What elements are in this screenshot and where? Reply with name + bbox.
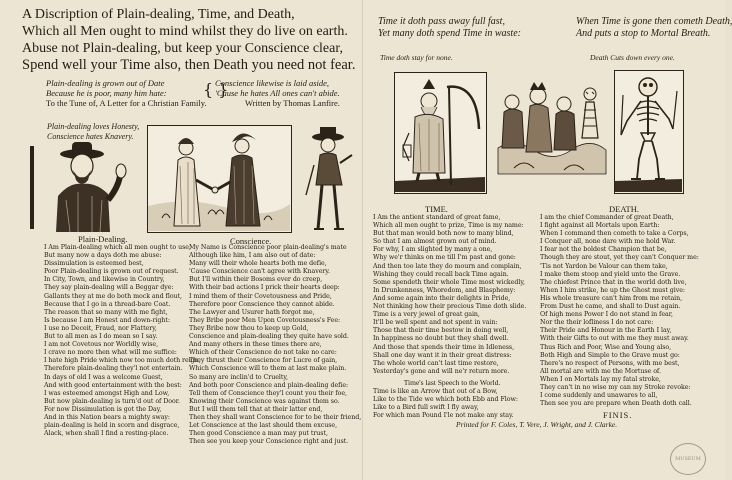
verse-line: So many are inclin'd to Cruelty, [189, 373, 288, 381]
verse-line: I crave no more then what will me suffice: [44, 349, 177, 357]
finis: FINIS. [603, 410, 633, 420]
verse-line: Then good Conscience a man may put trust, [189, 430, 328, 438]
subtitle-left [46, 78, 206, 98]
verse-line: Knowing their Conscience was against them so. [189, 397, 340, 405]
verse-line: In days of old I was a welcome Guest, [44, 373, 163, 381]
death-motto: Death Cuts down every one. [590, 53, 675, 62]
verse-line: When I him strike, he up the Ghost must give: [540, 286, 685, 294]
verse-line: My Name is Conscience poor plain-dealing's mate [189, 244, 347, 251]
brace-glyph: { } [203, 80, 229, 99]
verse-line: For why, I am slighted by many a one, [373, 246, 493, 254]
title-line-1: A Discription of Plain-dealing, Time, and Death, [22, 7, 295, 22]
verse-line: In happiness no doubt but they shall dwell. [373, 335, 509, 343]
title-block [22, 6, 362, 74]
handshake-woodcut [147, 125, 292, 233]
verse-line: I am not Covetous nor Worldly wise, [44, 341, 159, 349]
verse-line: Time is a very jewel of great gain, [373, 311, 480, 319]
writer-line: Written by Thomas Lanfire. [245, 98, 340, 108]
verse-line: All mortal are with me the Mortuse of. [540, 367, 661, 375]
right-title-left [378, 16, 521, 40]
subtitle-right-2: 'Cause he hates All ones can't abide. [215, 88, 340, 98]
verse-line: They can't in no wise my can my Stroke revoke: [540, 383, 691, 391]
verse-line: The whole world can't last time restore, [373, 359, 499, 367]
verse-line: I Am the antient standard of great fame, [373, 214, 501, 221]
subtitle-left-1: Plain-dealing is grown out of Date [46, 78, 165, 88]
verse-line: In Drunkenness, Whoredom, and Blasphemy: [373, 286, 516, 294]
verse-line: His whole treasure can't him from me retain, [540, 294, 683, 302]
plain-dealing-woodcut [48, 140, 140, 232]
verse-line: Is because I am Honest and down-right: [44, 316, 170, 324]
verse-line: Which of their Conscience do not take no care: [189, 349, 337, 357]
verse-line: Yesterday's gone and will ne'r return more. [373, 367, 510, 375]
verse-line: But I will them tell that at their latter end, [189, 405, 323, 413]
verse-line: But that man would both now to many blind, [373, 230, 514, 238]
title-line-4: Spend well your Time also, then Death you need not fear. [22, 57, 356, 73]
verse-line: 'Cause Conscience can't agree with Knavery. [189, 268, 331, 276]
verse-line: They thrust their Conscience for Lucre of gain, [189, 357, 338, 365]
verse-line: In City, Town, and likewise in Country, [44, 276, 165, 284]
caption-death: DEATH. [609, 204, 639, 214]
handshake-scene-icon [148, 126, 290, 231]
verse-line: I am the chief Commander of great Death, [540, 214, 674, 221]
verse-line: Because that I go in a thread-bare Coat. [44, 300, 171, 308]
right-title-line-4: And puts a stop to Mortal Breath. [576, 28, 711, 39]
verse-line: Alack, when shall I find a resting-place. [44, 430, 169, 438]
verse-line: Then they shall want Conscience for to be their friend, [189, 413, 362, 421]
death-crowd-icon [494, 78, 608, 174]
verse-line: Then see you are prepare when Death doth call. [540, 400, 692, 408]
death-verses [540, 214, 708, 408]
verse-line: I make them stoop and yield unto the Grave. [540, 270, 681, 278]
verse-line: For now Dissimulation is got the Day, [44, 405, 162, 413]
verse-line: Both High and Simple to the Grave must go: [540, 351, 680, 359]
verse-line: Nor the their lofliness I do not care: [540, 319, 654, 327]
time-speech-lines [373, 388, 531, 420]
title-line-2: Which all Men ought to mind whilst they do live on earth. [22, 24, 348, 39]
verse-line: And those that spends their time in Idleness, [373, 343, 515, 351]
subtitle-right [215, 78, 375, 98]
printer-line: Printed for F. Coles, T. Vere, J. Wright, and J. Clarke. [456, 420, 618, 429]
verse-line: Why we'r thinks on me till I'm past and gone: [373, 254, 516, 262]
verse-line: I use no Deceit, Fraud, nor Flattery, [44, 324, 157, 332]
verse-line: And both poor Conscience and plain-dealing defie: [189, 381, 349, 389]
verse-line: And in this Nation bears a mighty sway: [44, 413, 170, 421]
verse-line: Dissimulation is esteemed best, [44, 260, 144, 268]
plain-dealing-verses [44, 244, 201, 438]
verse-line: For which man Pound I'le not make any stay. [373, 412, 514, 420]
verse-line: And some again into their delights in Pride, [373, 294, 511, 302]
verse-line: Many will their whole hearts both me defie, [189, 260, 327, 268]
verse-line: The reason that so many with me fight, [44, 308, 168, 316]
motto-line-1: Plain-dealing loves Honesty, [47, 122, 140, 131]
verse-line: I Conquer all, none dare with me hold War. [540, 238, 676, 246]
verse-line: Then see you keep your Conscience right and just. [189, 438, 349, 446]
verse-line: Therefore poor Conscience they cannot abide. [189, 300, 335, 308]
verse-line: Which Conscience will to them at last make plain. [189, 365, 347, 373]
verse-line: Gallants they at me do both mock and flout, [44, 292, 182, 300]
skeleton-icon [615, 71, 682, 192]
verse-line: Their Pride and Honour in the Earth I lay, [540, 327, 672, 335]
verse-line: Tell them of Conscience they'l count you their foe, [189, 389, 347, 397]
tune-line: To the Tune of, A Letter for a Christian Family. [46, 98, 207, 108]
father-time-icon [395, 73, 485, 192]
verse-line: And with good entertainment with the best: [44, 381, 182, 389]
verse-line: Conscience and plain-dealing they quite have sold. [189, 333, 349, 341]
verse-line: Shall one day want it in their great distress: [373, 351, 512, 359]
verse-line: With their Gifts to out with me they must away. [540, 335, 689, 343]
verse-line: Though they are stout, yet they can't Conquer me: [540, 254, 699, 262]
verse-line: plain-dealing is held in scorn and disgrace, [44, 422, 180, 430]
right-title-right [576, 16, 732, 40]
verse-line: I mind them of their Covetousness and Pride, [189, 292, 332, 300]
right-title-line-3: When Time is gone then cometh Death, [576, 16, 732, 27]
verse-line: They Bribe now thou to keep up Gold, [189, 324, 309, 332]
verse-line: It'll be well spent and not spent in vain: [373, 319, 498, 327]
staff-ornament [30, 146, 34, 229]
motto [47, 122, 139, 142]
verse-line: And many others in these times there are, [189, 341, 322, 349]
conscience-verses [189, 244, 361, 446]
verse-line: I Am Plain-dealing which all men ought to use, [44, 244, 191, 251]
verse-line: I fight against all Mortals upon Earth: [540, 222, 660, 230]
verse-line: I hate high Pride which now too much doth reign, [44, 357, 201, 365]
verse-line: Therefore plain-dealing they'l not entertain. [44, 365, 183, 373]
verse-line: Although like him, I am also out of date: [189, 252, 316, 260]
verse-line: There's no respect of Persons, with me best, [540, 359, 680, 367]
verse-line: And then too late they do mourn and complain, [373, 262, 522, 270]
verse-line: Not thinking how their precious Time doth slide. [373, 303, 527, 311]
verse-line: They Bribe poor Men Upon Covetousness's Fee: [189, 316, 341, 324]
verse-line: Of high mens Power I do not stand in fear, [540, 311, 673, 319]
verse-line: 'Tis not Yardon be Valour can them take, [540, 262, 668, 270]
verse-line: The chiefest Prince that in the world doth live, [540, 278, 687, 286]
verse-line: Time is like an Arrow that out of a Bow, [373, 388, 498, 395]
verse-line: Some spendeth their whole Time most wickedly, [373, 278, 525, 286]
caption-conscience: Conscience. [230, 236, 272, 246]
library-stamp: MUSEUM [670, 443, 706, 475]
verse-line: The Lawyer and Usurer hath forgot me, [189, 308, 315, 316]
caption-time: TIME. [425, 204, 448, 214]
verse-line: When I on Mortals lay my fatal stroke, [540, 375, 661, 383]
time-verses [373, 214, 531, 376]
page-fold [362, 0, 363, 480]
gentleman-figure-icon [300, 125, 358, 233]
motto-line-2: Conscience hates Knavery. [47, 132, 134, 141]
caption-plain-dealing: Plain-Dealing. [78, 234, 128, 244]
verse-line: Let Conscience at the last should them excuse, [189, 422, 338, 430]
plain-dealing-figure-icon [48, 140, 140, 232]
verse-line: I was esteemed amongst High and Low, [44, 389, 170, 397]
verse-line: But I'll within their Bosoms ever do creep, [189, 276, 323, 284]
verse-line: Which all men ought to prize, Time is my name: [373, 222, 524, 230]
right-title-line-2: Yet many doth spend Time in waste: [378, 28, 521, 39]
verse-line: Like to a Bird full swift I fly away, [373, 404, 479, 412]
time-woodcut [394, 72, 487, 194]
verse-line: So that I am almost grown out of mind. [373, 238, 497, 246]
verse-line: Like to the Tide we which both Ebb and Flow: [373, 396, 518, 404]
verse-line: Those that their time bestow in doing well, [373, 327, 509, 335]
time-speech [373, 378, 531, 420]
title-line-3: Abuse not Plain-dealing, but keep your Conscience clear, [22, 41, 343, 56]
verse-line: I come suddenly and unawares to all, [540, 392, 658, 400]
subtitle-left-2: Because he is poor, many him hate: [46, 88, 167, 98]
verse-line: From Dust he came, and shall to Dust again. [540, 303, 681, 311]
verse-line: Wishing they could recall back Time again. [373, 270, 509, 278]
verse-line: Thus Rich and Poor, Wise and Young also, [540, 343, 672, 351]
death-woodcut [614, 70, 684, 194]
time-motto: Time doth stay for none. [380, 53, 453, 62]
time-speech-heading: Time's last Speech to the World. [403, 378, 501, 387]
verse-line: I fear not the boldest Champion that be, [540, 246, 667, 254]
verse-line: Poor Plain-dealing is grown out of request. [44, 268, 179, 276]
verse-line: But many now a days doth me abuse: [44, 252, 162, 260]
verse-line: But now plain-dealing is turn'd out of Door. [44, 397, 180, 405]
verse-line: With their bad actions I prick their hearts deep: [189, 284, 340, 292]
gentleman-woodcut [300, 125, 358, 233]
verse-line: When I command then cometh to take a Corps, [540, 230, 689, 238]
death-riders-woodcut [494, 78, 608, 174]
verse-line: But to all men as I do mean so I say. [44, 333, 158, 341]
right-title-line-1: Time it doth pass away full fast, [378, 16, 505, 27]
verse-line: They say plain-dealing will a Beggar dye: [44, 284, 174, 292]
subtitle-right-1: Conscience likewise is laid aside, [215, 78, 330, 88]
